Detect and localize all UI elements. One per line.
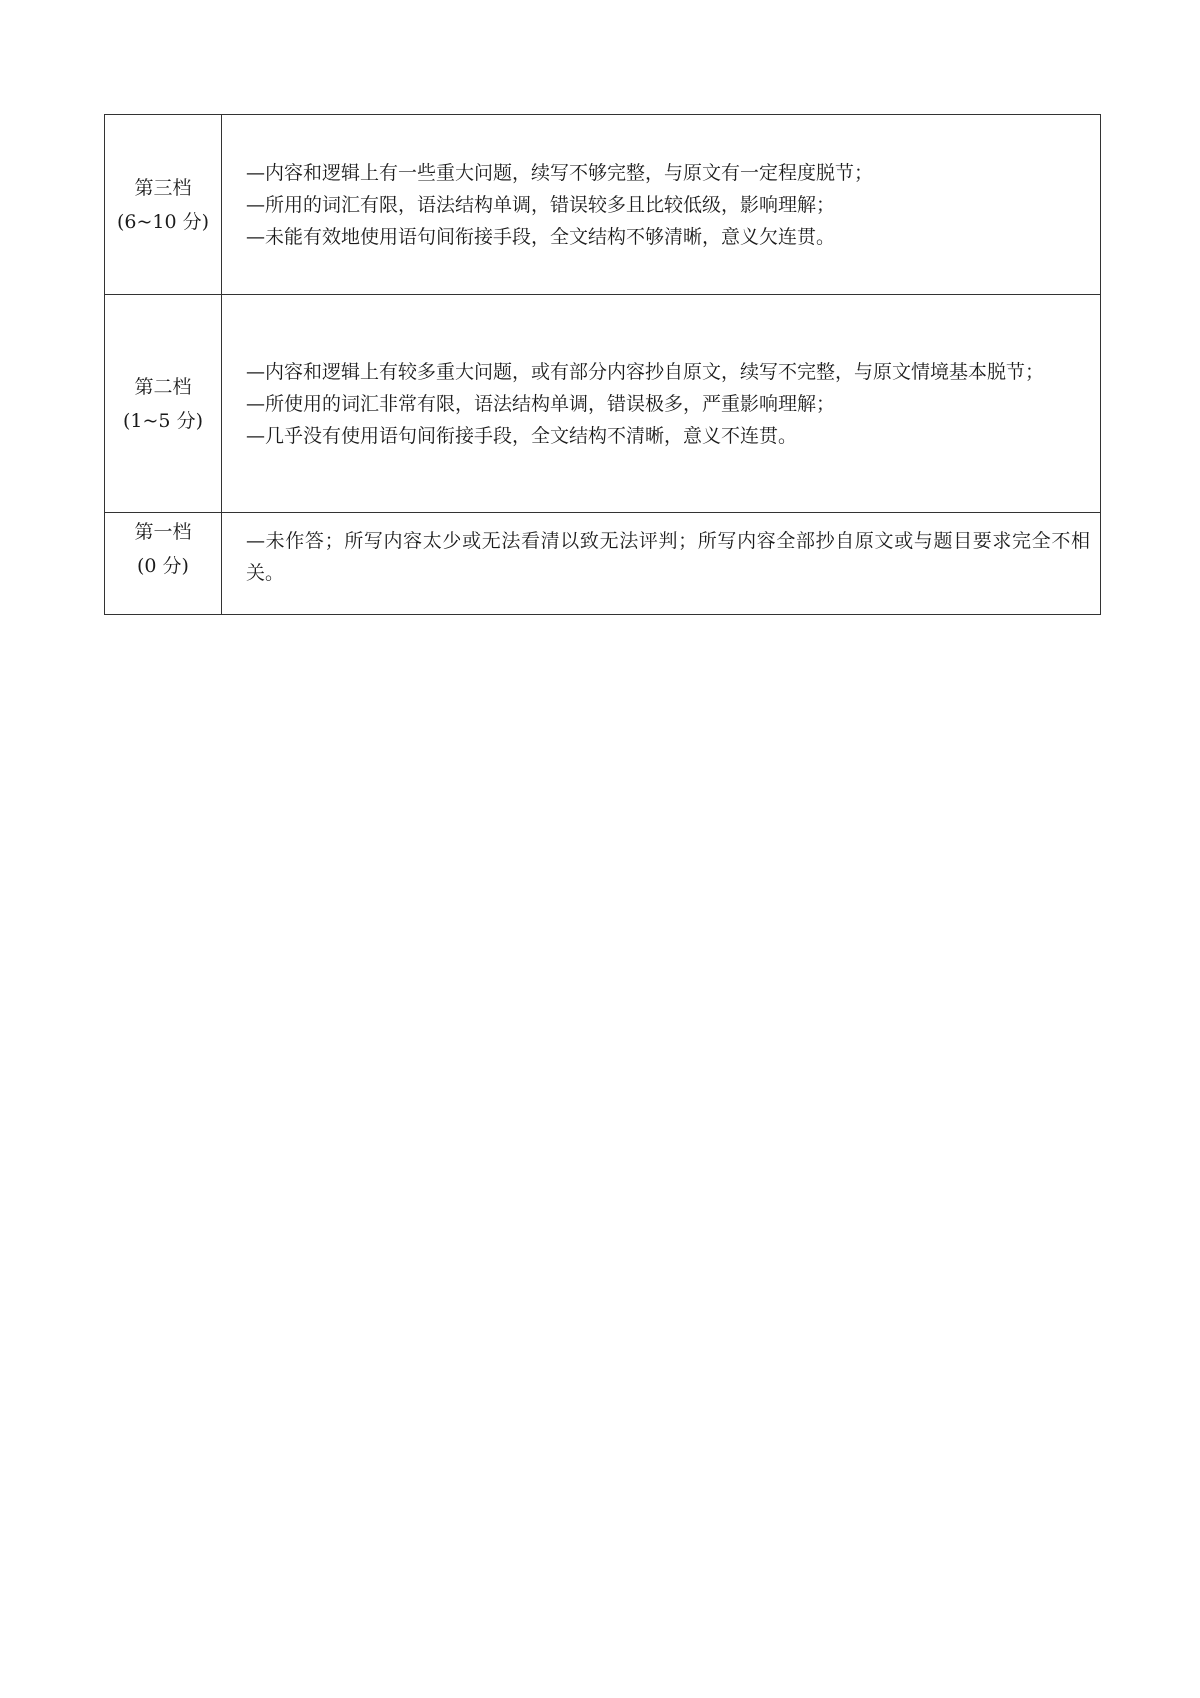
description-cell: [222, 295, 1101, 513]
level-score: (1~5 分): [123, 409, 203, 432]
criterion-line: —内容和逻辑上有较多重大问题，或有部分内容抄自原文，续写不完整，与原文情境基本脱节；: [246, 360, 1045, 383]
level-cell: [105, 295, 222, 513]
criterion-line: —未作答；所写内容太少或无法看清以致无法评判；所写内容全部抄自原文或与题目要求完全不相关。: [246, 530, 1090, 584]
criterion-line: —未能有效地使用语句间衔接手段，全文结构不够清晰，意义欠连贯。: [246, 225, 836, 248]
level-score: (6~10 分): [116, 210, 210, 233]
level-name: 第一档: [134, 521, 192, 543]
table-row: [105, 115, 1101, 295]
description-cell: [222, 115, 1101, 295]
grading-table: [104, 114, 1101, 615]
level-name: 第三档: [134, 176, 192, 199]
level-cell: [105, 513, 222, 615]
level-name: 第二档: [134, 375, 192, 398]
description-cell: [222, 513, 1101, 615]
table-row: [105, 513, 1101, 615]
criterion-line: —所使用的词汇非常有限，语法结构单调，错误极多，严重影响理解；: [246, 392, 836, 415]
level-score: (0 分): [137, 555, 189, 577]
criterion-line: —所用的词汇有限，语法结构单调，错误较多且比较低级，影响理解；: [246, 193, 836, 216]
level-cell: [105, 115, 222, 295]
criterion-line: —几乎没有使用语句间衔接手段，全文结构不清晰，意义不连贯。: [246, 424, 798, 447]
table-row: [105, 295, 1101, 513]
criterion-line: —内容和逻辑上有一些重大问题，续写不够完整，与原文有一定程度脱节；: [246, 161, 874, 184]
